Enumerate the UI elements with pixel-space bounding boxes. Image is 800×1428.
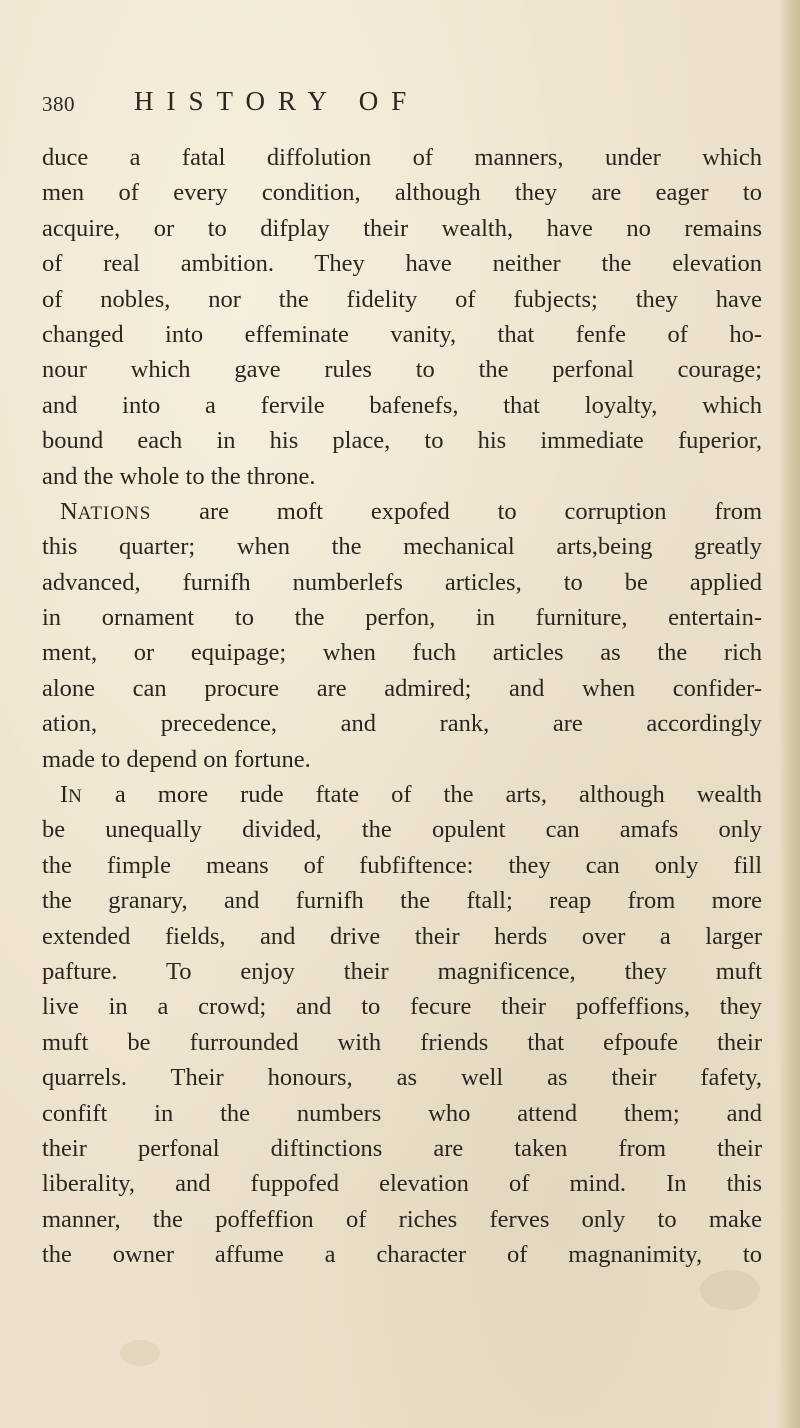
text-line: be unequally divided, the opulent can amafs only — [42, 816, 762, 844]
text-line: pafture. To enjoy their magnificence, they muft — [42, 957, 762, 985]
text-line: of nobles, nor the fidelity of fubjects; they have — [42, 285, 762, 313]
text-line: nour which gave rules to the perfonal courage; — [42, 356, 762, 384]
text-line: changed into effeminate vanity, that fenfe of ho- — [42, 320, 762, 348]
drop-initial: N — [60, 497, 78, 525]
text-line: their perfonal diftinctions are taken from their — [42, 1134, 762, 1162]
drop-initial: I — [60, 781, 69, 809]
text-line: quarrels. Their honours, as well as their fafety, — [42, 1064, 762, 1092]
text-line: ation, precedence, and rank, are accordingly — [42, 710, 762, 738]
text-line: liberality, and fuppofed elevation of mind. In this — [42, 1170, 762, 1198]
running-head — [42, 86, 762, 120]
smallcaps-word: N — [68, 786, 83, 808]
paper-stain — [700, 1270, 760, 1310]
text-line: muft be furrounded with friends that efpoufe their — [42, 1028, 762, 1056]
text-line: bound each in his place, to his immediate fuperior, — [42, 427, 762, 455]
text-line: confift in the numbers who attend them; and — [42, 1099, 762, 1127]
text-line: duce a fatal diffolution of manners, under which — [42, 144, 762, 171]
paragraph-first-line — [42, 494, 762, 529]
text-line: of real ambition. They have neither the elevation — [42, 250, 762, 278]
text-line: this quarter; when the mechanical arts,being greatly — [42, 533, 762, 561]
text-line: live in a crowd; and to fecure their poffeffions, they — [42, 993, 762, 1021]
text-line: made to depend on fortune. — [42, 745, 311, 773]
first-line-rest: are moft expofed to corruption from — [151, 497, 762, 525]
text-line: in ornament to the perfon, in furniture, entertain- — [42, 604, 762, 632]
paper-stain — [120, 1340, 160, 1366]
text-line: and into a fervile bafenefs, that loyalty, which — [42, 391, 762, 419]
first-line-rest: a more rude ftate of the arts, although wealth — [82, 781, 762, 809]
page-number: 380 — [42, 92, 75, 116]
smallcaps-word: ATIONS — [77, 502, 152, 524]
text-line: extended fields, and drive their herds over a larger — [42, 922, 762, 950]
text-line: the granary, and furnifh the ftall; reap from more — [42, 887, 762, 915]
text-line: and the whole to the throne. — [42, 462, 316, 490]
text-line: ment, or equipage; when fuch articles as the rich — [42, 639, 762, 667]
running-title: HISTORY OF — [134, 86, 420, 116]
page-edge-shadow — [778, 0, 800, 1428]
text-line: the owner affume a character of magnanimity, to — [42, 1241, 762, 1269]
text-line: acquire, or to difplay their wealth, have no remains — [42, 214, 762, 242]
text-line: the fimple means of fubfiftence: they can only fill — [42, 851, 762, 879]
text-line: advanced, furnifh numberlefs articles, to be applied — [42, 568, 762, 596]
text-line: men of every condition, although they are eager to — [42, 179, 762, 207]
text-line: manner, the poffeffion of riches ferves only to make — [42, 1205, 762, 1233]
text-line: alone can procure are admired; and when confider- — [42, 674, 762, 702]
body-text — [42, 140, 762, 1273]
paragraph-first-line — [42, 777, 762, 812]
